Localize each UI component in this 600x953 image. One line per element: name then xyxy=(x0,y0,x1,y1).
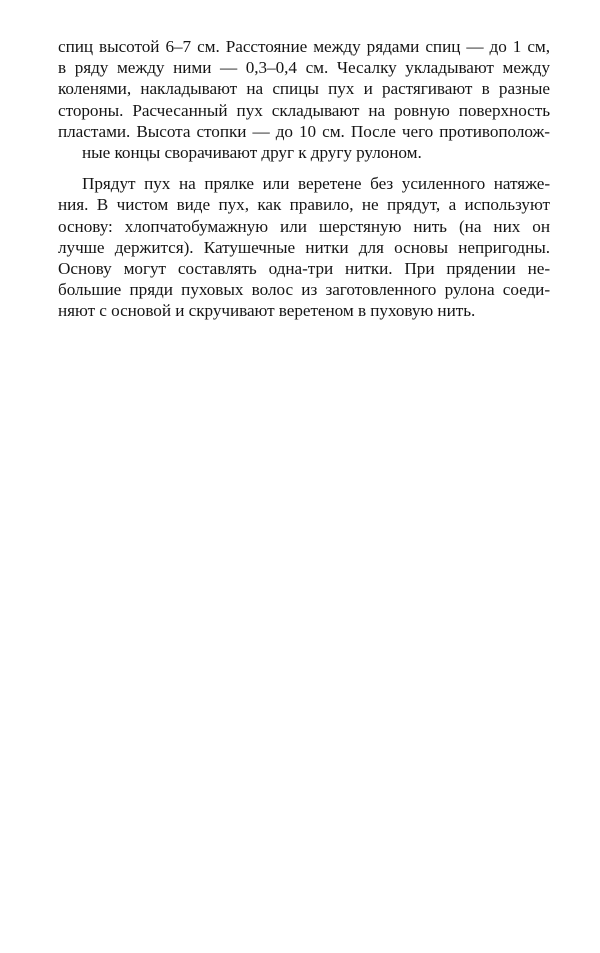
text-line: няют с основой и скручивают веретеном в пуховую нить. xyxy=(58,301,476,321)
body-text xyxy=(58,36,550,321)
text-line: в ряду между ними — 0,3–0,4 см. Чесалку укладывают между xyxy=(58,58,550,78)
text-line: Основу могут составлять одна-три нитки. При прядении не- xyxy=(58,258,550,278)
text-line: ния. В чистом виде пух, как правило, не прядут, а используют xyxy=(58,195,550,215)
text-line: спиц высотой 6–7 см. Расстояние между рядами спиц — до 1 см, xyxy=(58,37,550,56)
text-line: ные концы сворачивают друг к другу рулоном. xyxy=(82,142,422,162)
paragraph-carding xyxy=(58,36,550,163)
text-line: лучше держится). Катушечные нитки для основы непригодны. xyxy=(58,237,550,257)
text-line: стороны. Расчесанный пух складывают на ровную поверхность xyxy=(58,100,550,120)
text-line: большие пряди пуховых волос из заготовленного рулона соеди- xyxy=(58,280,550,300)
text-line: коленями, накладывают на спицы пух и растягивают в разные xyxy=(58,79,550,99)
text-line: Прядут пух на прялке или веретене без усиленного натяже- xyxy=(82,174,550,194)
paragraph-spinning xyxy=(58,173,550,321)
text-line: пластами. Высота стопки — до 10 см. После чего противополож- xyxy=(58,121,550,141)
text-line: основу: хлопчатобумажную или шерстяную нить (на них он xyxy=(58,216,550,236)
